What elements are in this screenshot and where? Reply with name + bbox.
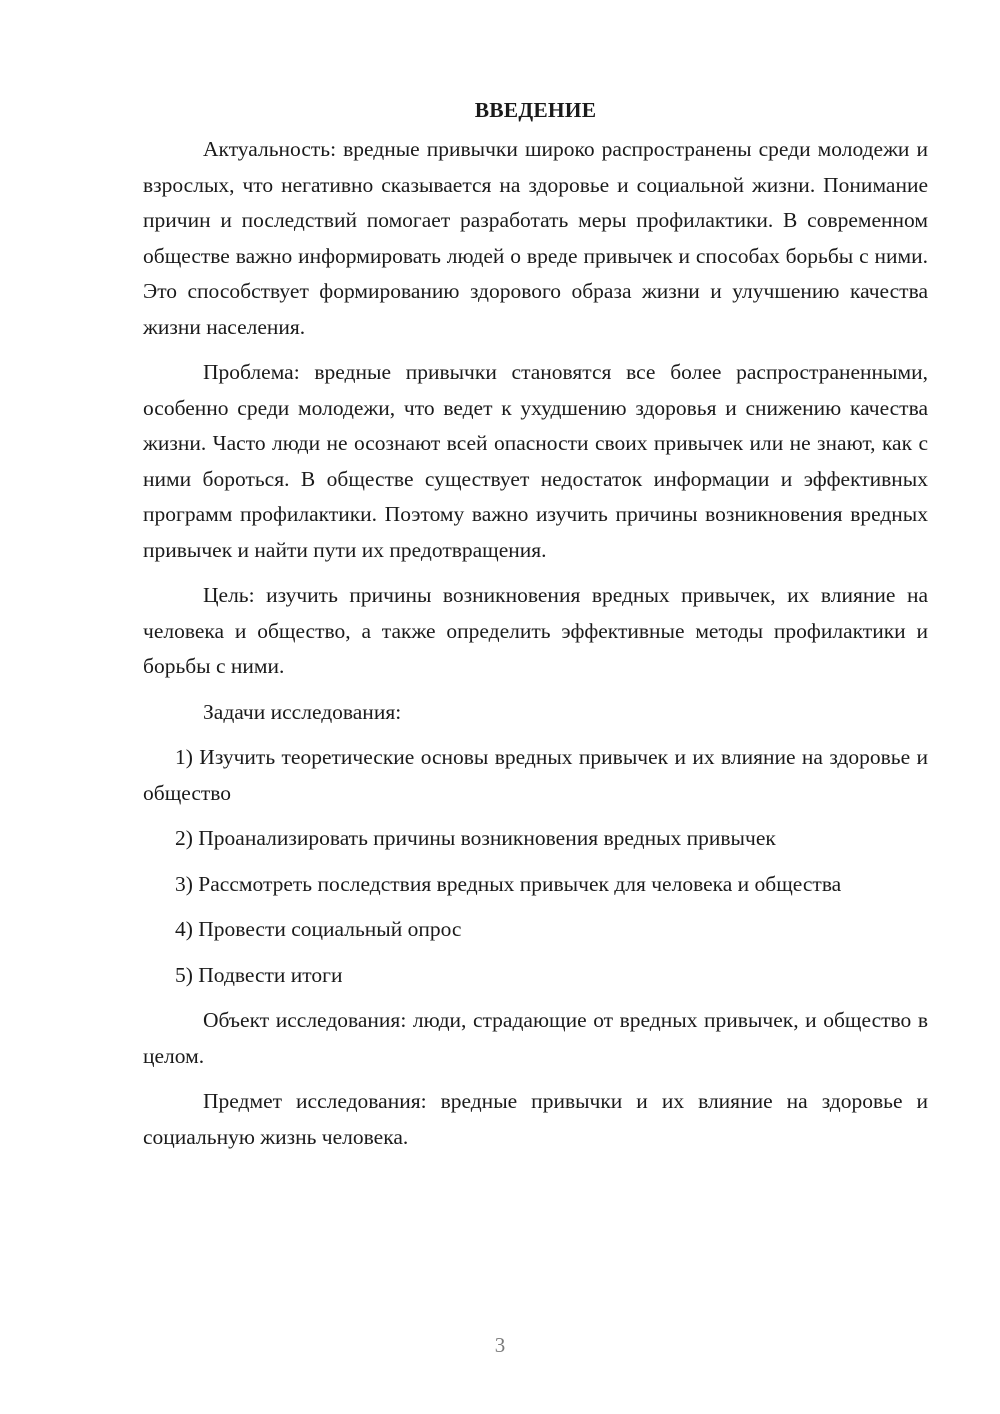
- paragraph-relevance: Актуальность: вредные привычки широко распространены среди молодежи и взрослых, что негативно сказывается на здоровье и социальной жизни. Понимание причин и последствий помогает разработать меры профилактики. В современном обществе важно информировать людей о вреде привычек и способах борьбы с ними. Это способствует формированию здорового образа жизни и улучшению качества жизни населения.: [143, 137, 928, 339]
- paragraph-goal: Цель: изучить причины возникновения вредных привычек, их влияние на человека и общество, а также определить эффективные методы профилактики и борьбы с ними.: [143, 583, 928, 678]
- task-item-1: 1) Изучить теоретические основы вредных привычек и их влияние на здоровье и общество: [143, 745, 928, 805]
- task-item-5: 5) Подвести итоги: [175, 962, 343, 987]
- task-item-3: 3) Рассмотреть последствия вредных привычек для человека и общества: [175, 871, 842, 896]
- page-content: [143, 92, 928, 1165]
- page-title: ВВЕДЕНИЕ: [474, 98, 597, 122]
- tasks-heading: Задачи исследования:: [203, 699, 402, 724]
- paragraph-subject: Предмет исследования: вредные привычки и их влияние на здоровье и социальную жизнь человека.: [143, 1089, 928, 1149]
- task-item-4: 4) Провести социальный опрос: [175, 917, 462, 941]
- paragraph-object: Объект исследования: люди, страдающие от вредных привычек, и общество в целом.: [143, 1008, 928, 1068]
- paragraph-problem: Проблема: вредные привычки становятся все более распространенными, особенно среди молодежи, что ведет к ухудшению здоровья и снижению качества жизни. Часто люди не осознают всей опасности своих привычек или не знают, как с ними бороться. В обществе существует недостаток информации и эффективных программ профилактики. Поэтому важно изучить причины возникновения вредных привычек и найти пути их предотвращения.: [143, 360, 928, 562]
- page-number: 3: [494, 1333, 506, 1357]
- task-item-2: 2) Проанализировать причины возникновения вредных привычек: [175, 826, 776, 850]
